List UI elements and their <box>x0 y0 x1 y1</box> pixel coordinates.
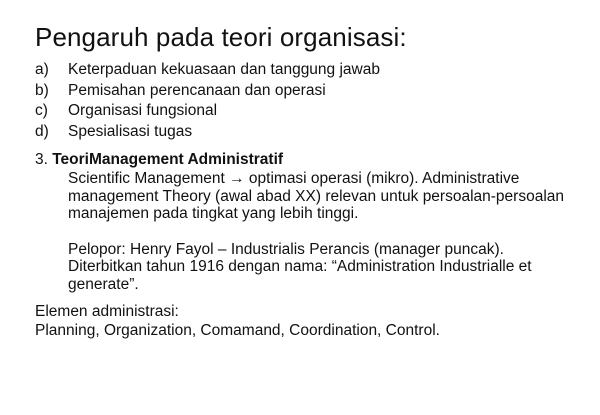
list-item-text: Spesialisasi tugas <box>68 122 193 140</box>
list-marker: a) <box>35 61 49 78</box>
list-marker: c) <box>35 102 48 119</box>
list-item <box>35 60 575 81</box>
slide-title: Pengaruh pada teori organisasi: <box>35 22 407 52</box>
list-item <box>35 122 575 143</box>
paragraph-line: management Theory (awal abad XX) relevan untuk persoalan-persoalan <box>68 187 565 205</box>
paragraph-line: Scientific Management → optimasi operasi (mikro). Administrative <box>68 170 520 187</box>
paragraph-line: Pelopor: Henry Fayol – Industrialis Perancis (manager puncak). <box>68 240 504 258</box>
influence-list <box>35 60 575 142</box>
section-title: TeoriManagement Administratif <box>52 151 284 168</box>
paragraph-pioneer <box>68 241 575 294</box>
list-item <box>35 101 575 122</box>
elements-label: Elemen administrasi: <box>35 303 179 320</box>
elements-items: Planning, Organization, Comamand, Coordination, Control. <box>35 322 440 339</box>
list-item-text: Organisasi fungsional <box>68 102 218 119</box>
list-marker: d) <box>35 122 49 140</box>
list-item-text: Keterpaduan kekuasaan dan tanggung jawab <box>68 61 380 78</box>
list-item-text: Pemisahan perencanaan dan operasi <box>68 81 326 99</box>
section-number: 3. <box>35 151 53 168</box>
paragraph-line: generate”. <box>68 275 139 293</box>
administration-elements <box>35 302 440 340</box>
list-marker: b) <box>35 81 49 99</box>
paragraph-scientific-management <box>68 170 575 223</box>
section-heading <box>35 150 575 169</box>
section-administrative-theory <box>35 150 575 293</box>
paragraph-line: Diterbitkan tahun 1916 dengan nama: “Administration Industrialle et <box>68 258 532 275</box>
paragraph-line: manajemen pada tingkat yang lebih tinggi. <box>68 205 359 222</box>
list-item <box>35 81 575 102</box>
